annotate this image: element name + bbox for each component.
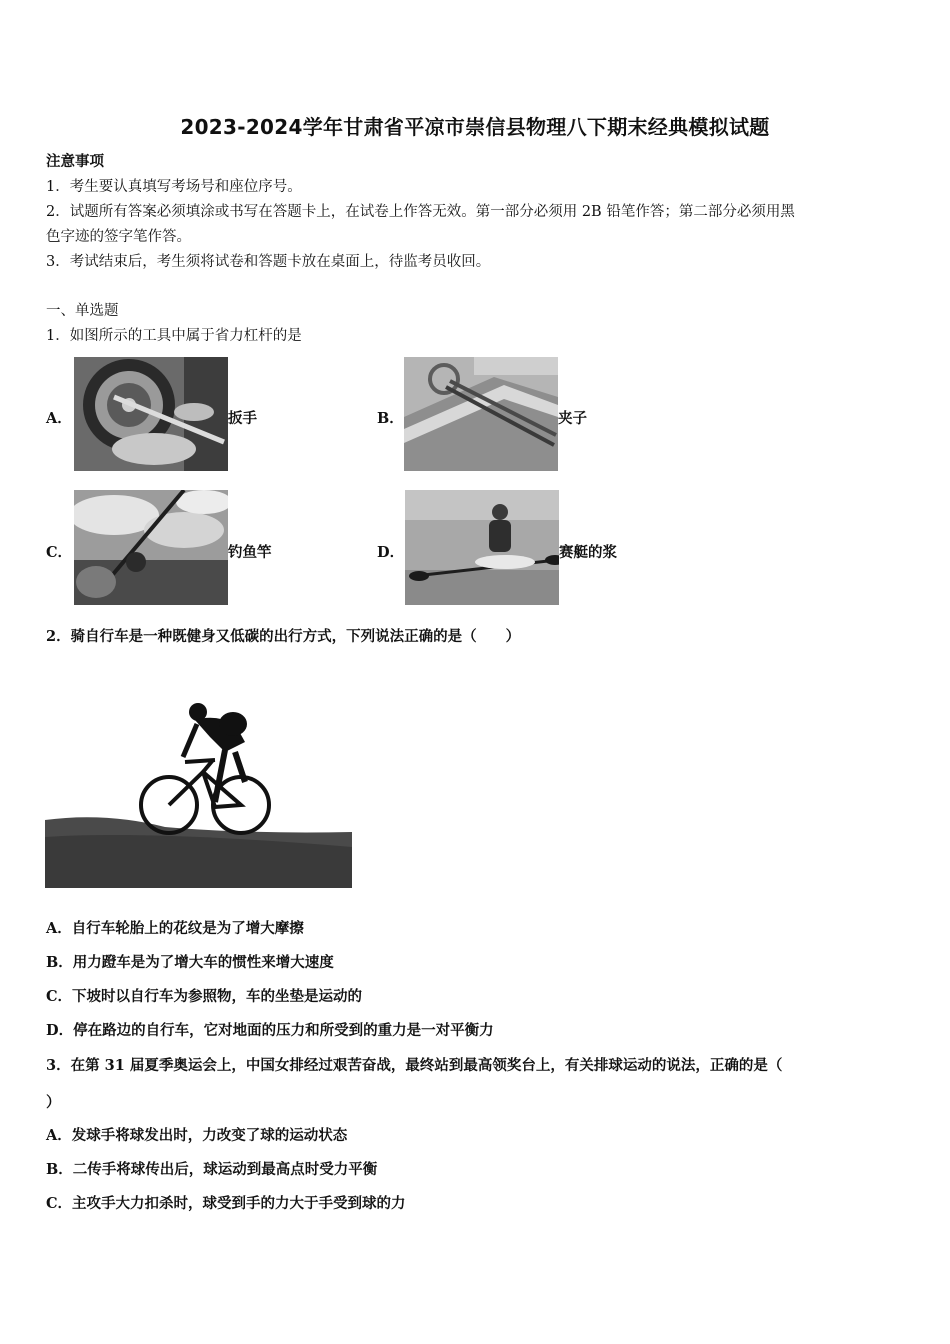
q2-stem: 2．骑自行车是一种既健身又低碳的出行方式，下列说法正确的是（ ） bbox=[46, 628, 521, 645]
notice-item-2: 2．试题所有答案必须填涂或书写在答题卡上，在试卷上作答无效。第一部分必须用 2B 铅笔作答；第二部分必须用黑 bbox=[46, 204, 795, 220]
q1-option-c-label: 钓鱼竿 bbox=[228, 544, 272, 561]
q1-option-d-label: 赛艇的浆 bbox=[559, 544, 617, 561]
notice-heading: 注意事项 bbox=[46, 153, 104, 170]
notice-item-3: 3．考试结束后，考生须将试卷和答题卡放在桌面上，待监考员收回。 bbox=[46, 254, 491, 270]
fishing-rod-photo bbox=[74, 490, 228, 605]
q1-option-a-label: 扳手 bbox=[228, 410, 257, 427]
q2-option-d: D．停在路边的自行车，它对地面的压力和所受到的重力是一对平衡力 bbox=[46, 1022, 494, 1039]
q1-stem: 1．如图所示的工具中属于省力杠杆的是 bbox=[46, 328, 302, 344]
kayak-paddle-photo bbox=[405, 490, 559, 605]
tongs-photo bbox=[404, 357, 558, 471]
notice-item-2-cont: 色字迹的签字笔作答。 bbox=[46, 229, 191, 245]
q1-option-a-letter: A． bbox=[46, 410, 72, 427]
cyclist-photo bbox=[45, 662, 352, 888]
q3-stem-line2: ） bbox=[46, 1094, 61, 1111]
q1-option-d-letter: D． bbox=[377, 544, 405, 561]
q2-option-a: A．自行车轮胎上的花纹是为了增大摩擦 bbox=[46, 920, 304, 937]
q3-option-a: A．发球手将球发出时，力改变了球的运动状态 bbox=[46, 1127, 348, 1144]
q1-option-b-letter: B． bbox=[377, 410, 404, 427]
q3-option-c: C．主攻手大力扣杀时，球受到手的力大于手受到球的力 bbox=[46, 1195, 406, 1212]
q3-option-b: B．二传手将球传出后，球运动到最高点时受力平衡 bbox=[46, 1161, 378, 1178]
q3-stem-line1: 3．在第 31 届夏季奥运会上，中国女排经过艰苦奋战，最终站到最高领奖台上，有关排球运动的说法，正确的是（ bbox=[46, 1057, 783, 1074]
q1-option-b-label: 夹子 bbox=[558, 410, 587, 427]
q1-option-c-letter: C． bbox=[46, 544, 73, 561]
q2-option-c: C．下坡时以自行车为参照物，车的坐垫是运动的 bbox=[46, 988, 363, 1005]
section-heading: 一、单选题 bbox=[46, 303, 119, 319]
q2-option-b: B．用力蹬车是为了增大车的惯性来增大速度 bbox=[46, 954, 334, 971]
exam-title: 2023-2024学年甘肃省平凉市崇信县物理八下期末经典模拟试题 bbox=[180, 115, 770, 139]
notice-item-1: 1．考生要认真填写考场号和座位序号。 bbox=[46, 179, 302, 195]
wrench-photo bbox=[74, 357, 228, 471]
